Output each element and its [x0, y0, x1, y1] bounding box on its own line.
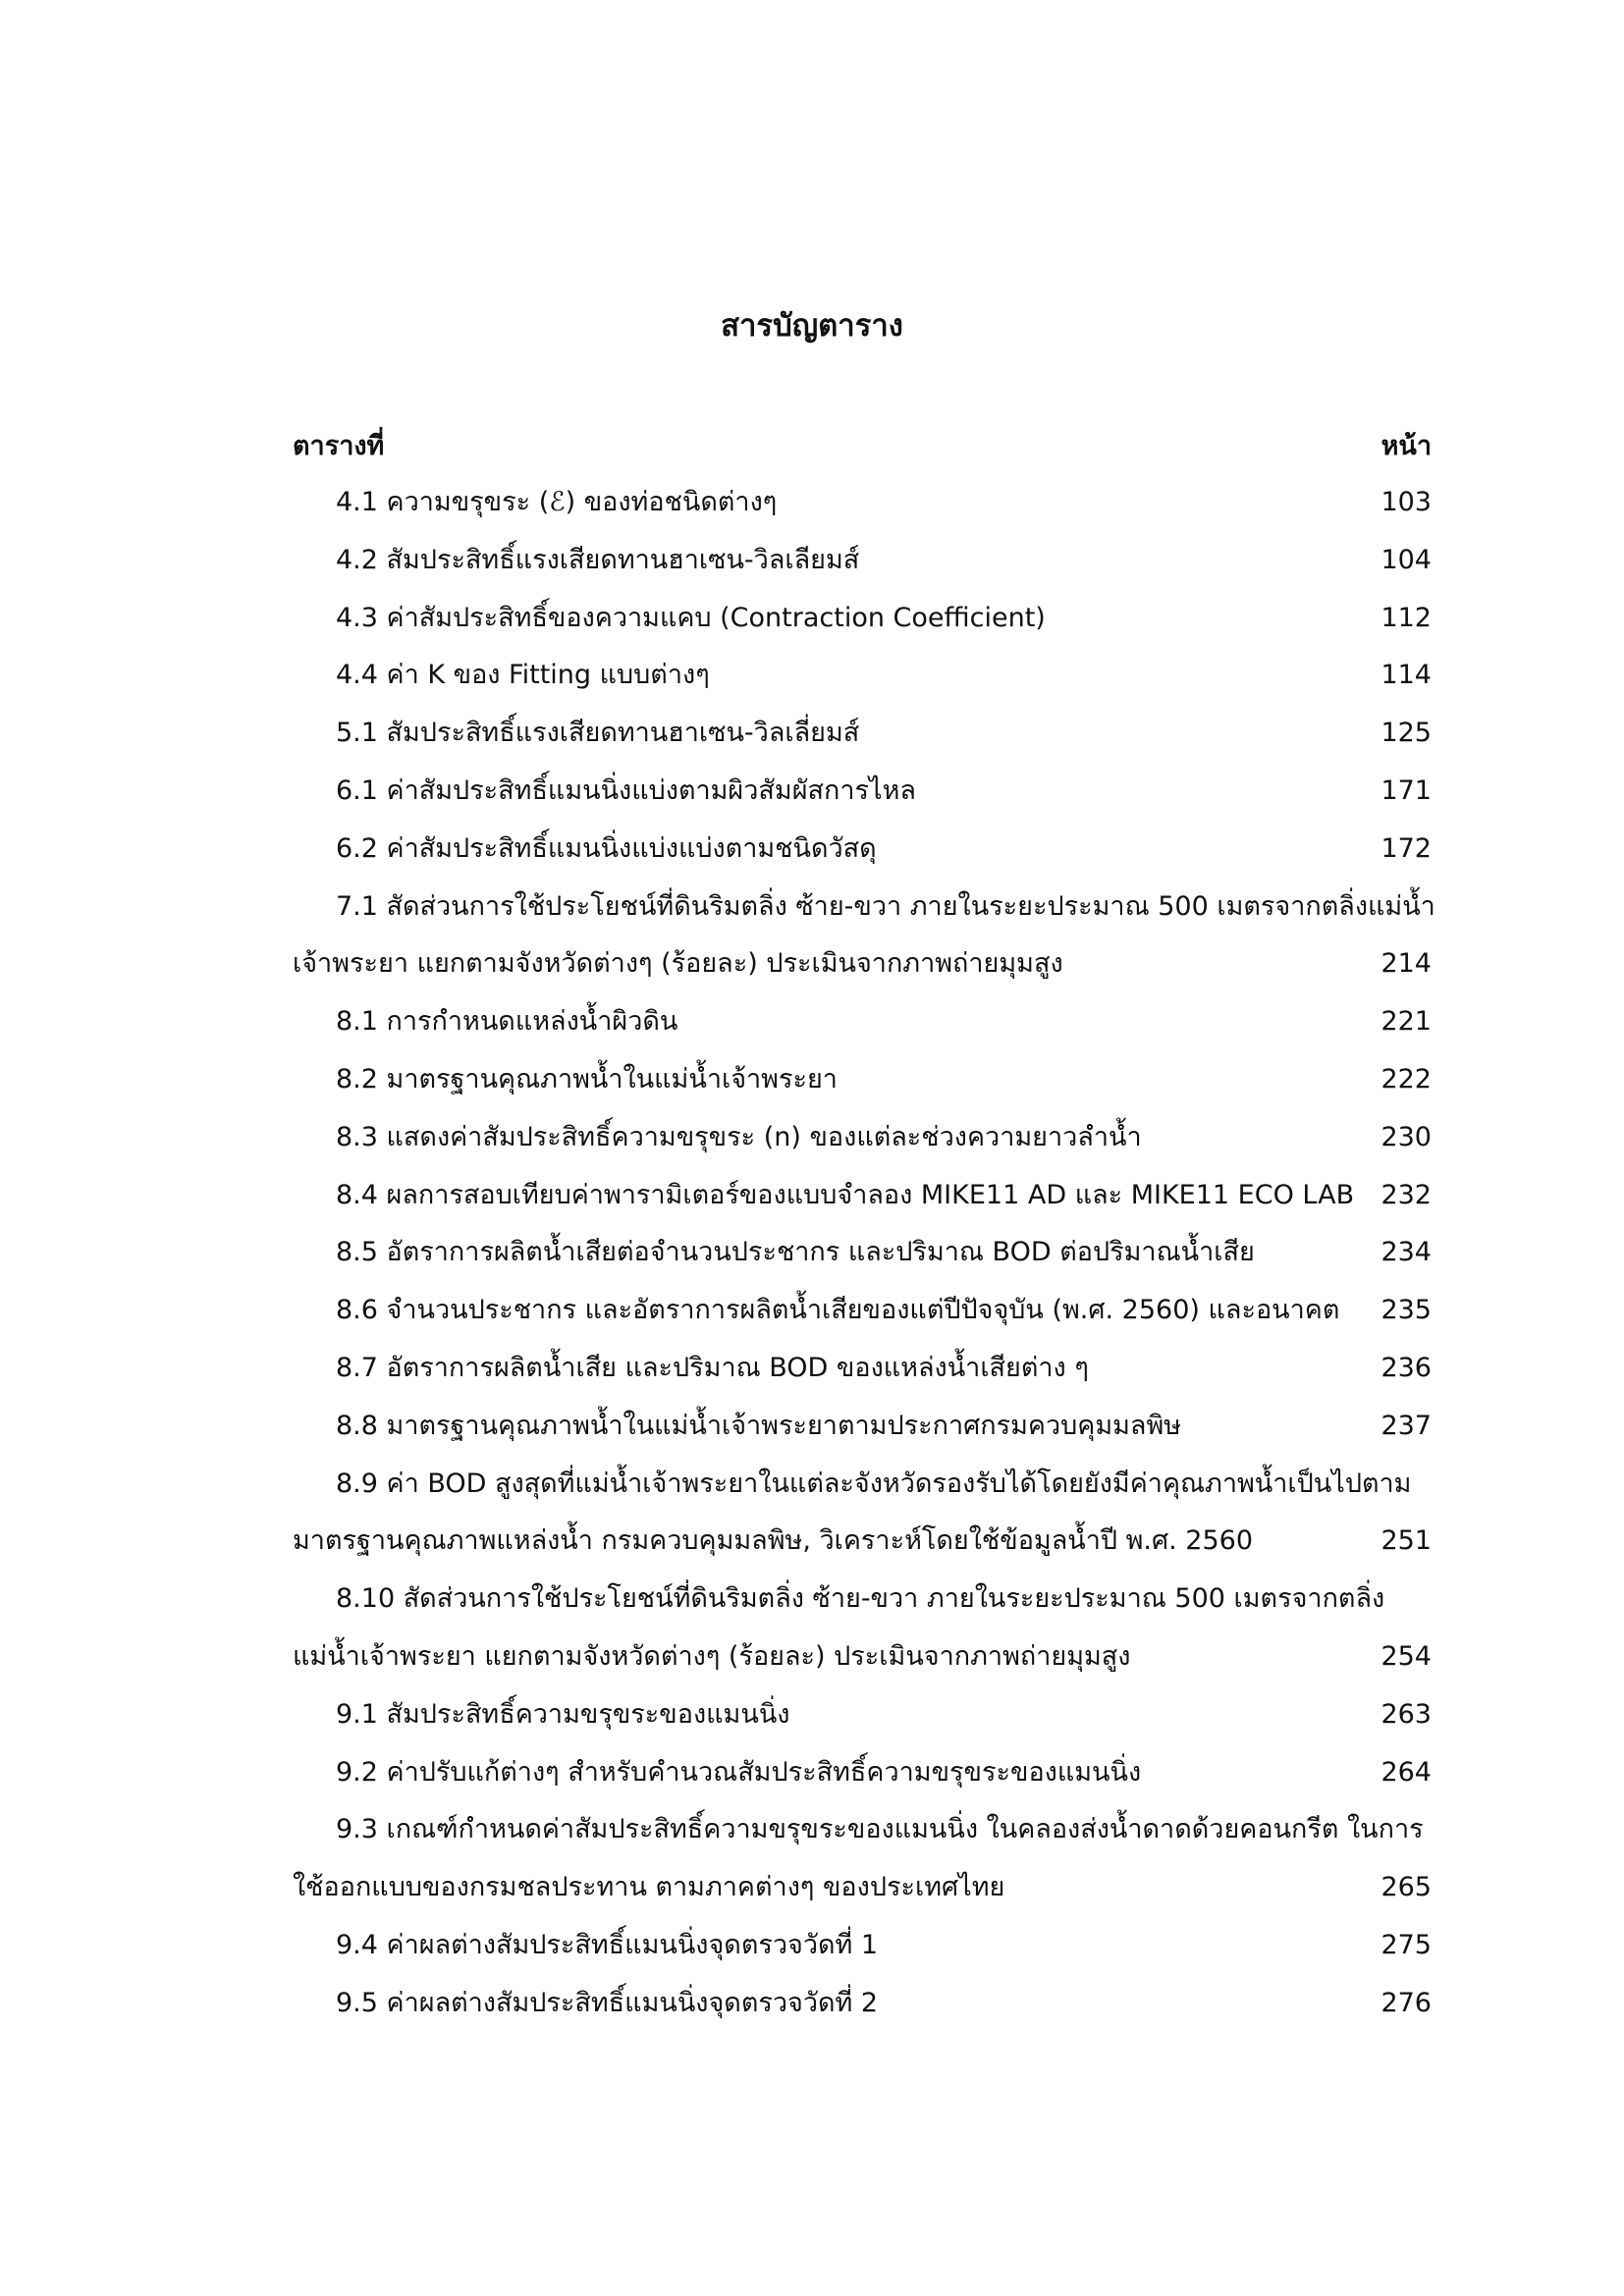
toc-entry	[293, 1349, 1432, 1388]
entry-title: 9.1 สัมประสิทธิ์ความขรุขระของแมนนิ่ง	[336, 1699, 790, 1730]
entry-title: 8.4 ผลการสอบเทียบค่าพารามิเตอร์ของแบบจำลอง MIKE11 AD และ MIKE11 ECO LAB	[336, 1180, 1355, 1210]
toc-entry	[293, 1695, 1432, 1735]
entry-page: 275	[1380, 1930, 1432, 1960]
entry-title: 4.3 ค่าสัมประสิทธิ์ของความแคบ (Contraction Coefficient)	[336, 603, 1046, 633]
entry-page: 232	[1380, 1180, 1432, 1210]
entry-title: แม่น้ำเจ้าพระยา แยกตามจังหวัดต่างๆ (ร้อยละ) ประเมินจากภาพถ่ายมุมสูง	[293, 1641, 1131, 1672]
entry-page: 234	[1380, 1237, 1432, 1267]
toc-entry	[293, 656, 1432, 695]
toc-entry	[293, 1465, 1432, 1504]
entry-title: 4.4 ค่า K ของ Fitting แบบต่างๆ	[336, 660, 710, 690]
entry-title: 5.1 สัมประสิทธิ์แรงเสียดทานฮาเซน-วิลเลี่ยมส์	[336, 718, 860, 748]
entry-page: 103	[1380, 487, 1432, 517]
entry-title: 6.1 ค่าสัมประสิทธิ์แมนนิ่งแบ่งตามผิวสัมผัสการไหล	[336, 775, 916, 806]
entry-page: 263	[1380, 1699, 1432, 1730]
entry-title: 6.2 ค่าสัมประสิทธิ์แมนนิ่งแบ่งแบ่งตามชนิดวัสดุ	[336, 833, 877, 864]
entry-page: 236	[1380, 1353, 1432, 1383]
entry-title: 8.3 แสดงค่าสัมประสิทธิ์ความขรุขระ (n) ของแต่ละช่วงความยาวลำน้ำ	[336, 1122, 1142, 1152]
toc-entry	[293, 541, 1432, 580]
entry-title: 8.1 การกำหนดแหล่งน้ำผิวดิน	[336, 1006, 678, 1037]
entry-page: 265	[1380, 1872, 1432, 1902]
entry-title: 8.10 สัดส่วนการใช้ประโยชน์ที่ดินริมตลิ่ง ซ้าย-ขวา ภายในระยะประมาณ 500 เมตรจากตลิ่ง	[336, 1583, 1385, 1614]
toc-entry-continuation	[293, 1522, 1432, 1561]
entry-title: 4.1 ความขรุขระ (ℰ) ของท่อชนิดต่างๆ	[336, 487, 778, 517]
toc-entry	[293, 1984, 1432, 2023]
entry-page: 172	[1380, 833, 1432, 864]
toc-entry	[293, 1233, 1432, 1272]
toc-entry	[293, 1060, 1432, 1099]
toc-entry	[293, 1926, 1432, 1965]
entry-title: 8.6 จำนวนประชากร และอัตราการผลิตน้ำเสียของแต่ปีปัจจุบัน (พ.ศ. 2560) และอนาคต	[336, 1295, 1340, 1325]
toc-entry	[293, 829, 1432, 869]
entry-title: 9.2 ค่าปรับแก้ต่างๆ สำหรับคำนวณสัมประสิทธิ์ความขรุขระของแมนนิ่ง	[336, 1757, 1142, 1788]
toc-entry-continuation	[293, 944, 1432, 984]
entry-page: 125	[1380, 718, 1432, 748]
toc-entry	[293, 599, 1432, 638]
toc-entry	[293, 1810, 1432, 1849]
entry-page: 114	[1380, 660, 1432, 690]
entry-title: 8.5 อัตราการผลิตน้ำเสียต่อจำนวนประชากร และปริมาณ BOD ต่อปริมาณน้ำเสีย	[336, 1237, 1255, 1267]
page-heading: หน้า	[1380, 431, 1432, 461]
toc-entry	[293, 887, 1435, 927]
entry-title: 9.3 เกณฑ์กำหนดค่าสัมประสิทธิ์ความขรุขระของแมนนิ่ง ในคลองส่งน้ำดาดด้วยคอนกรีต ในการ	[336, 1814, 1424, 1844]
entry-page: 230	[1380, 1122, 1432, 1152]
entry-title: เจ้าพระยา แยกตามจังหวัดต่างๆ (ร้อยละ) ประเมินจากภาพถ่ายมุมสูง	[293, 948, 1063, 979]
table-number-heading: ตารางที่	[293, 431, 385, 461]
entry-page: 104	[1380, 545, 1432, 575]
toc-entry	[293, 1407, 1432, 1446]
entry-page: 237	[1380, 1411, 1432, 1441]
toc-entry-continuation	[293, 1637, 1432, 1677]
toc-entry	[293, 1118, 1432, 1157]
toc-entry	[293, 483, 1432, 522]
toc-entry	[293, 1291, 1432, 1330]
entry-page: 251	[1380, 1525, 1432, 1556]
toc-entry	[293, 714, 1432, 753]
entry-title: 9.5 ค่าผลต่างสัมประสิทธิ์แมนนิ่งจุดตรวจวัดที่ 2	[336, 1988, 879, 2018]
entry-title: 8.8 มาตรฐานคุณภาพน้ำในแม่น้ำเจ้าพระยาตามประกาศกรมควบคุมมลพิษ	[336, 1411, 1182, 1441]
toc-header	[293, 424, 1432, 463]
toc-entry	[293, 1579, 1432, 1619]
toc-entry	[293, 772, 1432, 811]
entry-title: ใช้ออกแบบของกรมชลประทาน ตามภาคต่างๆ ของประเทศไทย	[293, 1872, 1005, 1902]
entry-page: 112	[1380, 603, 1432, 633]
toc-entry	[293, 1753, 1432, 1792]
entry-title: 8.2 มาตรฐานคุณภาพน้ำในแม่น้ำเจ้าพระยา	[336, 1064, 838, 1095]
toc-entry	[293, 1002, 1432, 1041]
entry-page: 171	[1380, 775, 1432, 806]
toc-entry	[293, 1176, 1432, 1215]
entry-page: 235	[1380, 1295, 1432, 1325]
entry-page: 221	[1380, 1006, 1432, 1037]
entry-title: 8.7 อัตราการผลิตน้ำเสีย และปริมาณ BOD ของแหล่งน้ำเสียต่าง ๆ	[336, 1353, 1089, 1383]
entry-page: 214	[1380, 948, 1432, 979]
page-title: สารบัญตาราง	[721, 308, 903, 344]
entry-title: มาตรฐานคุณภาพแหล่งน้ำ กรมควบคุมมลพิษ, วิเคราะห์โดยใช้ข้อมูลน้ำปี พ.ศ. 2560	[293, 1525, 1254, 1556]
entry-page: 276	[1380, 1988, 1432, 2018]
entry-title: 7.1 สัดส่วนการใช้ประโยชน์ที่ดินริมตลิ่ง ซ้าย-ขวา ภายในระยะประมาณ 500 เมตรจากตลิ่งแม่น้ำ	[336, 891, 1435, 922]
entry-page: 264	[1380, 1757, 1432, 1788]
entry-title: 4.2 สัมประสิทธิ์แรงเสียดทานฮาเซน-วิลเลียมส์	[336, 545, 860, 575]
entry-page: 222	[1380, 1064, 1432, 1095]
entry-title: 9.4 ค่าผลต่างสัมประสิทธิ์แมนนิ่งจุดตรวจวัดที่ 1	[336, 1930, 879, 1960]
entry-title: 8.9 ค่า BOD สูงสุดที่แม่น้ำเจ้าพระยาในแต่ละจังหวัดรองรับได้โดยยังมีค่าคุณภาพน้ำเป็นไปตาม	[336, 1468, 1412, 1499]
entry-page: 254	[1380, 1641, 1432, 1672]
toc-entry-continuation	[293, 1868, 1432, 1907]
